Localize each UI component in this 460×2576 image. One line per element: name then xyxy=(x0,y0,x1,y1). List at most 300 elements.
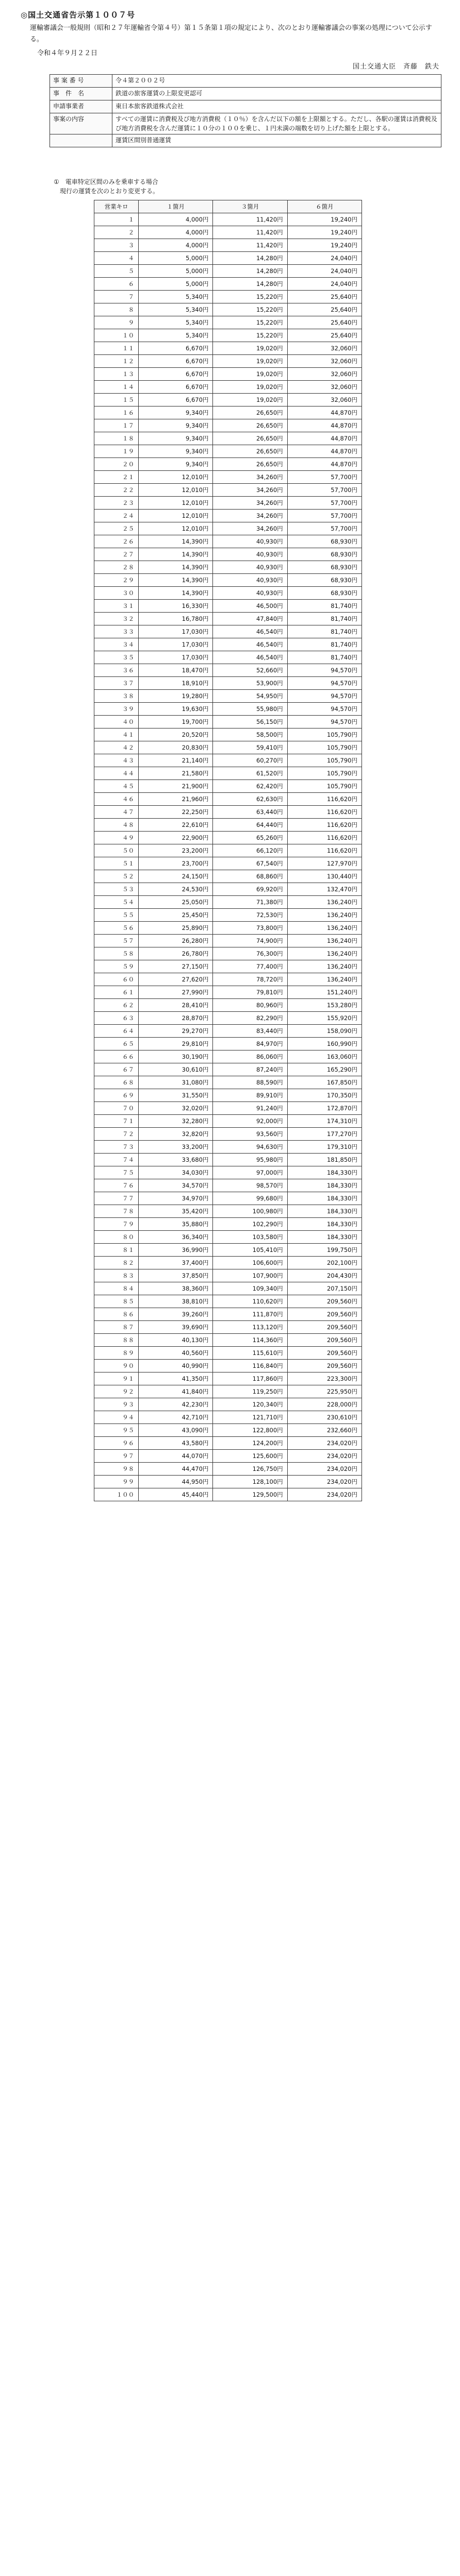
table-row xyxy=(94,767,362,780)
km-cell: ３５ xyxy=(94,651,139,664)
fare-1month-cell: 12,010円 xyxy=(139,497,213,510)
fare-3month-cell: 11,420円 xyxy=(213,226,287,239)
km-cell: ５５ xyxy=(94,909,139,922)
fare-6month-cell: 57,700円 xyxy=(287,522,362,535)
table-row xyxy=(94,613,362,625)
table-row xyxy=(94,638,362,651)
fare-3month-cell: 46,540円 xyxy=(213,651,287,664)
table-row xyxy=(94,574,362,587)
km-cell: ９６ xyxy=(94,1437,139,1450)
table-row xyxy=(94,703,362,716)
km-cell: ４６ xyxy=(94,793,139,806)
fare-6month-cell: 184,330円 xyxy=(287,1205,362,1218)
fare-1month-cell: 24,530円 xyxy=(139,883,213,896)
fare-1month-cell: 32,820円 xyxy=(139,1128,213,1141)
fare-3month-cell: 26,650円 xyxy=(213,406,287,419)
table-row xyxy=(94,265,362,278)
fare-3month-cell: 88,590円 xyxy=(213,1076,287,1089)
km-cell: ７６ xyxy=(94,1179,139,1192)
fare-3month-cell: 72,530円 xyxy=(213,909,287,922)
km-cell: ６７ xyxy=(94,1063,139,1076)
km-cell: ９０ xyxy=(94,1360,139,1372)
table-row xyxy=(94,432,362,445)
fare-3month-cell: 100,980円 xyxy=(213,1205,287,1218)
fare-3month-cell: 19,020円 xyxy=(213,394,287,406)
fare-6month-cell: 204,430円 xyxy=(287,1269,362,1282)
km-cell: ３９ xyxy=(94,703,139,716)
fare-3month-cell: 34,260円 xyxy=(213,510,287,522)
km-cell: ２ xyxy=(94,226,139,239)
km-cell: ２０ xyxy=(94,458,139,471)
notice-signer: 国土交通大臣 斉藤 鉄夫 xyxy=(352,63,439,71)
table-row xyxy=(94,419,362,432)
km-cell: ４４ xyxy=(94,767,139,780)
km-cell: ２５ xyxy=(94,522,139,535)
km-cell: １１ xyxy=(94,342,139,355)
fare-6month-cell: 105,790円 xyxy=(287,767,362,780)
fare-1month-cell: 9,340円 xyxy=(139,432,213,445)
fare-3month-cell: 26,650円 xyxy=(213,432,287,445)
fare-3month-cell: 84,970円 xyxy=(213,1038,287,1050)
fare-1month-cell: 19,630円 xyxy=(139,703,213,716)
km-cell: ３６ xyxy=(94,664,139,677)
fare-3month-cell: 93,560円 xyxy=(213,1128,287,1141)
fare-table-1 xyxy=(94,200,362,1501)
table-row xyxy=(94,1038,362,1050)
fare-3month-cell: 59,410円 xyxy=(213,741,287,754)
km-cell: ２４ xyxy=(94,510,139,522)
info-row xyxy=(50,75,441,88)
km-cell: ９１ xyxy=(94,1372,139,1385)
km-cell: １００ xyxy=(94,1488,139,1501)
fare-1month-cell: 20,520円 xyxy=(139,728,213,741)
km-cell: ４３ xyxy=(94,754,139,767)
km-cell: ６ xyxy=(94,278,139,291)
table-row xyxy=(94,1334,362,1347)
fare-6month-cell: 184,330円 xyxy=(287,1218,362,1231)
notice-title: ◎国土交通省告示第１００７号 xyxy=(21,10,136,20)
table-row xyxy=(94,1321,362,1334)
fare-3month-cell: 71,380円 xyxy=(213,896,287,909)
table-row xyxy=(94,381,362,394)
table-row xyxy=(94,342,362,355)
table-row xyxy=(94,587,362,600)
fare-6month-cell: 81,740円 xyxy=(287,638,362,651)
fare-6month-cell: 57,700円 xyxy=(287,510,362,522)
fare-1month-cell: 44,470円 xyxy=(139,1463,213,1476)
fare-1month-cell: 12,010円 xyxy=(139,522,213,535)
fare-6month-cell: 179,310円 xyxy=(287,1141,362,1154)
fare-6month-cell: 94,570円 xyxy=(287,716,362,728)
fare-3month-cell: 94,630円 xyxy=(213,1141,287,1154)
fare-6month-cell: 105,790円 xyxy=(287,780,362,793)
fare-1month-cell: 12,010円 xyxy=(139,471,213,484)
info-row xyxy=(50,88,441,100)
fare-6month-cell: 116,620円 xyxy=(287,806,362,819)
fare-6month-cell: 24,040円 xyxy=(287,278,362,291)
table-row xyxy=(94,677,362,690)
fare-1month-cell: 9,340円 xyxy=(139,458,213,471)
table-row xyxy=(94,922,362,935)
km-cell: ９２ xyxy=(94,1385,139,1398)
fare-3month-cell: 11,420円 xyxy=(213,239,287,252)
fare-3month-cell: 126,750円 xyxy=(213,1463,287,1476)
fare-6month-cell: 170,350円 xyxy=(287,1089,362,1102)
km-cell: ５ xyxy=(94,265,139,278)
km-cell: ８１ xyxy=(94,1244,139,1257)
km-cell: ８５ xyxy=(94,1295,139,1308)
notice-body: 運輸審議会一般規則（昭和２７年運輸省令第４号）第１５条第１項の規定により、次のとおり運輸審議会の事案の処理について公示する。 xyxy=(30,24,432,43)
fare-1month-cell: 20,830円 xyxy=(139,741,213,754)
fare-6month-cell: 44,870円 xyxy=(287,445,362,458)
fare-3month-cell: 15,220円 xyxy=(213,303,287,316)
fare-6month-cell: 116,620円 xyxy=(287,844,362,857)
fare-3month-cell: 62,630円 xyxy=(213,793,287,806)
fare-1month-cell: 9,340円 xyxy=(139,419,213,432)
fare-1month-cell: 14,390円 xyxy=(139,574,213,587)
fare-3month-cell: 40,930円 xyxy=(213,535,287,548)
table-row xyxy=(94,316,362,329)
fare-1month-cell: 41,840円 xyxy=(139,1385,213,1398)
table-row xyxy=(94,1488,362,1501)
km-cell: ７９ xyxy=(94,1218,139,1231)
fare-1month-cell: 22,900円 xyxy=(139,832,213,844)
table-row xyxy=(94,1308,362,1321)
info-key: 事 件 名 xyxy=(50,88,112,100)
fare-1month-cell: 32,020円 xyxy=(139,1102,213,1115)
km-cell: １６ xyxy=(94,406,139,419)
fare-1month-cell: 35,420円 xyxy=(139,1205,213,1218)
fare-3month-cell: 15,220円 xyxy=(213,291,287,303)
fare-3month-cell: 47,840円 xyxy=(213,613,287,625)
fare-6month-cell: 32,060円 xyxy=(287,368,362,381)
fare-3month-cell: 14,280円 xyxy=(213,278,287,291)
fare-6month-cell: 136,240円 xyxy=(287,909,362,922)
fare-3month-cell: 77,400円 xyxy=(213,960,287,973)
fare-3month-cell: 99,680円 xyxy=(213,1192,287,1205)
fare-3month-cell: 97,000円 xyxy=(213,1166,287,1179)
fare-6month-cell: 32,060円 xyxy=(287,381,362,394)
km-cell: ４５ xyxy=(94,780,139,793)
km-cell: ９９ xyxy=(94,1476,139,1488)
table-row xyxy=(94,625,362,638)
km-cell: ２３ xyxy=(94,497,139,510)
fare-1month-cell: 19,700円 xyxy=(139,716,213,728)
fare-6month-cell: 228,000円 xyxy=(287,1398,362,1411)
fare-6month-cell: 57,700円 xyxy=(287,471,362,484)
case-info-table xyxy=(50,74,441,147)
km-cell: １５ xyxy=(94,394,139,406)
fare-1month-cell: 26,280円 xyxy=(139,935,213,947)
fare-3month-cell: 19,020円 xyxy=(213,342,287,355)
fare-3month-cell: 79,810円 xyxy=(213,986,287,999)
fare-1month-cell: 5,000円 xyxy=(139,278,213,291)
fare-6month-cell: 68,930円 xyxy=(287,548,362,561)
table-row xyxy=(94,368,362,381)
fare-3month-cell: 34,260円 xyxy=(213,497,287,510)
table-row xyxy=(94,1269,362,1282)
fare-3month-cell: 14,280円 xyxy=(213,252,287,265)
fare-3month-cell: 61,520円 xyxy=(213,767,287,780)
table-row xyxy=(94,329,362,342)
fare-6month-cell: 32,060円 xyxy=(287,355,362,368)
km-cell: １８ xyxy=(94,432,139,445)
km-cell: ５０ xyxy=(94,844,139,857)
fare-1month-cell: 14,390円 xyxy=(139,561,213,574)
fare-1month-cell: 34,030円 xyxy=(139,1166,213,1179)
km-cell: ８９ xyxy=(94,1347,139,1360)
km-cell: ５２ xyxy=(94,870,139,883)
km-cell: ６９ xyxy=(94,1089,139,1102)
fare-1month-cell: 26,780円 xyxy=(139,947,213,960)
fare-1month-cell: 43,090円 xyxy=(139,1424,213,1437)
info-key: 事 案 番 号 xyxy=(50,75,112,88)
fare-1month-cell: 25,890円 xyxy=(139,922,213,935)
fare-3month-cell: 46,500円 xyxy=(213,600,287,613)
fare-6month-cell: 68,930円 xyxy=(287,587,362,600)
fare-1month-cell: 33,680円 xyxy=(139,1154,213,1166)
km-cell: ５４ xyxy=(94,896,139,909)
km-cell: １ xyxy=(94,213,139,226)
fare-6month-cell: 57,700円 xyxy=(287,497,362,510)
fare-1month-cell: 34,970円 xyxy=(139,1192,213,1205)
table-row xyxy=(94,1463,362,1476)
fare-6month-cell: 209,560円 xyxy=(287,1321,362,1334)
info-value: 鉄道の旅客運賃の上限変更認可 xyxy=(112,88,441,100)
km-cell: ２９ xyxy=(94,574,139,587)
km-cell: ８ xyxy=(94,303,139,316)
fare-3month-cell: 95,980円 xyxy=(213,1154,287,1166)
fare-6month-cell: 172,870円 xyxy=(287,1102,362,1115)
fare-6month-cell: 165,290円 xyxy=(287,1063,362,1076)
table-row xyxy=(94,1360,362,1372)
km-cell: ９５ xyxy=(94,1424,139,1437)
fare-1month-cell: 45,440円 xyxy=(139,1488,213,1501)
fare-1month-cell: 5,000円 xyxy=(139,265,213,278)
fare-3month-cell: 92,000円 xyxy=(213,1115,287,1128)
table-row xyxy=(94,1424,362,1437)
table-row xyxy=(94,1089,362,1102)
fare-3month-cell: 34,260円 xyxy=(213,484,287,497)
fare-1month-cell: 12,010円 xyxy=(139,484,213,497)
fare-6month-cell: 68,930円 xyxy=(287,561,362,574)
table-row xyxy=(94,355,362,368)
fare-6month-cell: 225,950円 xyxy=(287,1385,362,1398)
fare-6month-cell: 202,100円 xyxy=(287,1257,362,1269)
table-row xyxy=(94,780,362,793)
table-row xyxy=(94,935,362,947)
fare-6month-cell: 44,870円 xyxy=(287,406,362,419)
fare-6month-cell: 232,660円 xyxy=(287,1424,362,1437)
fare-6month-cell: 234,020円 xyxy=(287,1450,362,1463)
fare-1month-cell: 30,190円 xyxy=(139,1050,213,1063)
fare-1month-cell: 42,230円 xyxy=(139,1398,213,1411)
fare-3month-cell: 73,800円 xyxy=(213,922,287,935)
table-row xyxy=(94,1179,362,1192)
fare-1month-cell: 9,340円 xyxy=(139,445,213,458)
table-row xyxy=(94,1282,362,1295)
fare-3month-cell: 19,020円 xyxy=(213,355,287,368)
table-row xyxy=(94,303,362,316)
table-row xyxy=(94,664,362,677)
km-cell: ９３ xyxy=(94,1398,139,1411)
table-row xyxy=(94,883,362,896)
fare-3month-cell: 103,580円 xyxy=(213,1231,287,1244)
fare-3month-cell: 62,420円 xyxy=(213,780,287,793)
km-cell: ３３ xyxy=(94,625,139,638)
fare-1month-cell: 33,200円 xyxy=(139,1141,213,1154)
km-cell: ４９ xyxy=(94,832,139,844)
fare-6month-cell: 136,240円 xyxy=(287,973,362,986)
info-value: 令４第２００２号 xyxy=(112,75,441,88)
fare-6month-cell: 209,560円 xyxy=(287,1360,362,1372)
table-row xyxy=(94,510,362,522)
fare-3month-cell: 26,650円 xyxy=(213,445,287,458)
fare-3month-cell: 19,020円 xyxy=(213,368,287,381)
fare-1month-cell: 21,580円 xyxy=(139,767,213,780)
fare-3month-cell: 26,650円 xyxy=(213,419,287,432)
fare-1month-cell: 9,340円 xyxy=(139,406,213,419)
fare-3month-cell: 89,910円 xyxy=(213,1089,287,1102)
fare-1month-cell: 40,130円 xyxy=(139,1334,213,1347)
fare-6month-cell: 127,970円 xyxy=(287,857,362,870)
km-cell: ４８ xyxy=(94,819,139,832)
fare-1month-cell: 17,030円 xyxy=(139,625,213,638)
km-cell: ４７ xyxy=(94,806,139,819)
km-cell: ６２ xyxy=(94,999,139,1012)
fare-1month-cell: 16,330円 xyxy=(139,600,213,613)
km-cell: ２８ xyxy=(94,561,139,574)
table-row xyxy=(94,561,362,574)
table-row xyxy=(94,1347,362,1360)
fare-6month-cell: 174,310円 xyxy=(287,1115,362,1128)
fare-1month-cell: 40,990円 xyxy=(139,1360,213,1372)
fare-3month-cell: 91,240円 xyxy=(213,1102,287,1115)
km-cell: ４ xyxy=(94,252,139,265)
km-cell: ３０ xyxy=(94,587,139,600)
fare-1month-cell: 34,570円 xyxy=(139,1179,213,1192)
km-cell: ３２ xyxy=(94,613,139,625)
km-cell: ７０ xyxy=(94,1102,139,1115)
info-key: 事案の内容 xyxy=(50,113,112,134)
fare-3month-cell: 40,930円 xyxy=(213,561,287,574)
fare-3month-cell: 66,120円 xyxy=(213,844,287,857)
fare-6month-cell: 223,300円 xyxy=(287,1372,362,1385)
fare-1month-cell: 35,880円 xyxy=(139,1218,213,1231)
fare-6month-cell: 94,570円 xyxy=(287,664,362,677)
fare-6month-cell: 116,620円 xyxy=(287,819,362,832)
table-row xyxy=(94,793,362,806)
fare-3month-cell: 56,150円 xyxy=(213,716,287,728)
fare-3month-cell: 83,440円 xyxy=(213,1025,287,1038)
table-row xyxy=(94,1218,362,1231)
km-cell: ５１ xyxy=(94,857,139,870)
fare-3month-cell: 69,920円 xyxy=(213,883,287,896)
fare-1month-cell: 40,560円 xyxy=(139,1347,213,1360)
fare-1month-cell: 29,810円 xyxy=(139,1038,213,1050)
fare-6month-cell: 209,560円 xyxy=(287,1295,362,1308)
km-cell: ３７ xyxy=(94,677,139,690)
fare-1month-cell: 6,670円 xyxy=(139,394,213,406)
fare-6month-cell: 94,570円 xyxy=(287,677,362,690)
fare-6month-cell: 177,270円 xyxy=(287,1128,362,1141)
fare-6month-cell: 136,240円 xyxy=(287,947,362,960)
fare-1month-cell: 22,250円 xyxy=(139,806,213,819)
table-row xyxy=(94,1141,362,1154)
km-cell: ４２ xyxy=(94,741,139,754)
fare-6month-cell: 160,990円 xyxy=(287,1038,362,1050)
table-row xyxy=(94,947,362,960)
table-row xyxy=(94,471,362,484)
fare-3month-cell: 68,860円 xyxy=(213,870,287,883)
section1-subtitle: 現行の運賃を次のとおり変更する。 xyxy=(54,188,159,195)
km-cell: １３ xyxy=(94,368,139,381)
fare-6month-cell: 234,020円 xyxy=(287,1476,362,1488)
table-row xyxy=(94,600,362,613)
fare-6month-cell: 25,640円 xyxy=(287,329,362,342)
table-row xyxy=(94,394,362,406)
table-row xyxy=(94,484,362,497)
fare-3month-cell: 105,410円 xyxy=(213,1244,287,1257)
fare-3month-cell: 60,270円 xyxy=(213,754,287,767)
km-cell: ７２ xyxy=(94,1128,139,1141)
fare-1month-cell: 5,000円 xyxy=(139,252,213,265)
table-row xyxy=(94,445,362,458)
info-row xyxy=(50,100,441,113)
fare-1month-cell: 14,390円 xyxy=(139,587,213,600)
fare-1month-cell: 5,340円 xyxy=(139,329,213,342)
km-cell: １４ xyxy=(94,381,139,394)
fare-6month-cell: 209,560円 xyxy=(287,1308,362,1321)
fare-3month-cell: 53,900円 xyxy=(213,677,287,690)
fare-6month-cell: 207,150円 xyxy=(287,1282,362,1295)
km-cell: ８３ xyxy=(94,1269,139,1282)
fare-1month-cell: 44,950円 xyxy=(139,1476,213,1488)
table-row xyxy=(94,1063,362,1076)
fare-1month-cell: 22,610円 xyxy=(139,819,213,832)
fare-6month-cell: 68,930円 xyxy=(287,535,362,548)
fare-3month-cell: 87,240円 xyxy=(213,1063,287,1076)
table-row xyxy=(94,999,362,1012)
header-km: 営業キロ xyxy=(94,200,139,213)
fare-6month-cell: 105,790円 xyxy=(287,728,362,741)
table-row xyxy=(94,535,362,548)
km-cell: ９ xyxy=(94,316,139,329)
fare-3month-cell: 125,600円 xyxy=(213,1450,287,1463)
table-row xyxy=(94,1102,362,1115)
fare-3month-cell: 40,930円 xyxy=(213,548,287,561)
fare-6month-cell: 32,060円 xyxy=(287,342,362,355)
table-row xyxy=(94,896,362,909)
fare-1month-cell: 4,000円 xyxy=(139,239,213,252)
km-cell: ２６ xyxy=(94,535,139,548)
km-cell: ６１ xyxy=(94,986,139,999)
table-row xyxy=(94,819,362,832)
km-cell: １２ xyxy=(94,355,139,368)
table-row xyxy=(94,239,362,252)
table-row xyxy=(94,1166,362,1179)
fare-6month-cell: 163,060円 xyxy=(287,1050,362,1063)
table-row xyxy=(94,213,362,226)
fare-1month-cell: 5,340円 xyxy=(139,303,213,316)
fare-6month-cell: 25,640円 xyxy=(287,303,362,316)
header-3month: ３箇月 xyxy=(213,200,287,213)
fare-6month-cell: 136,240円 xyxy=(287,935,362,947)
fare-6month-cell: 230,610円 xyxy=(287,1411,362,1424)
km-cell: ２１ xyxy=(94,471,139,484)
km-cell: ７ xyxy=(94,291,139,303)
info-row xyxy=(50,113,441,134)
